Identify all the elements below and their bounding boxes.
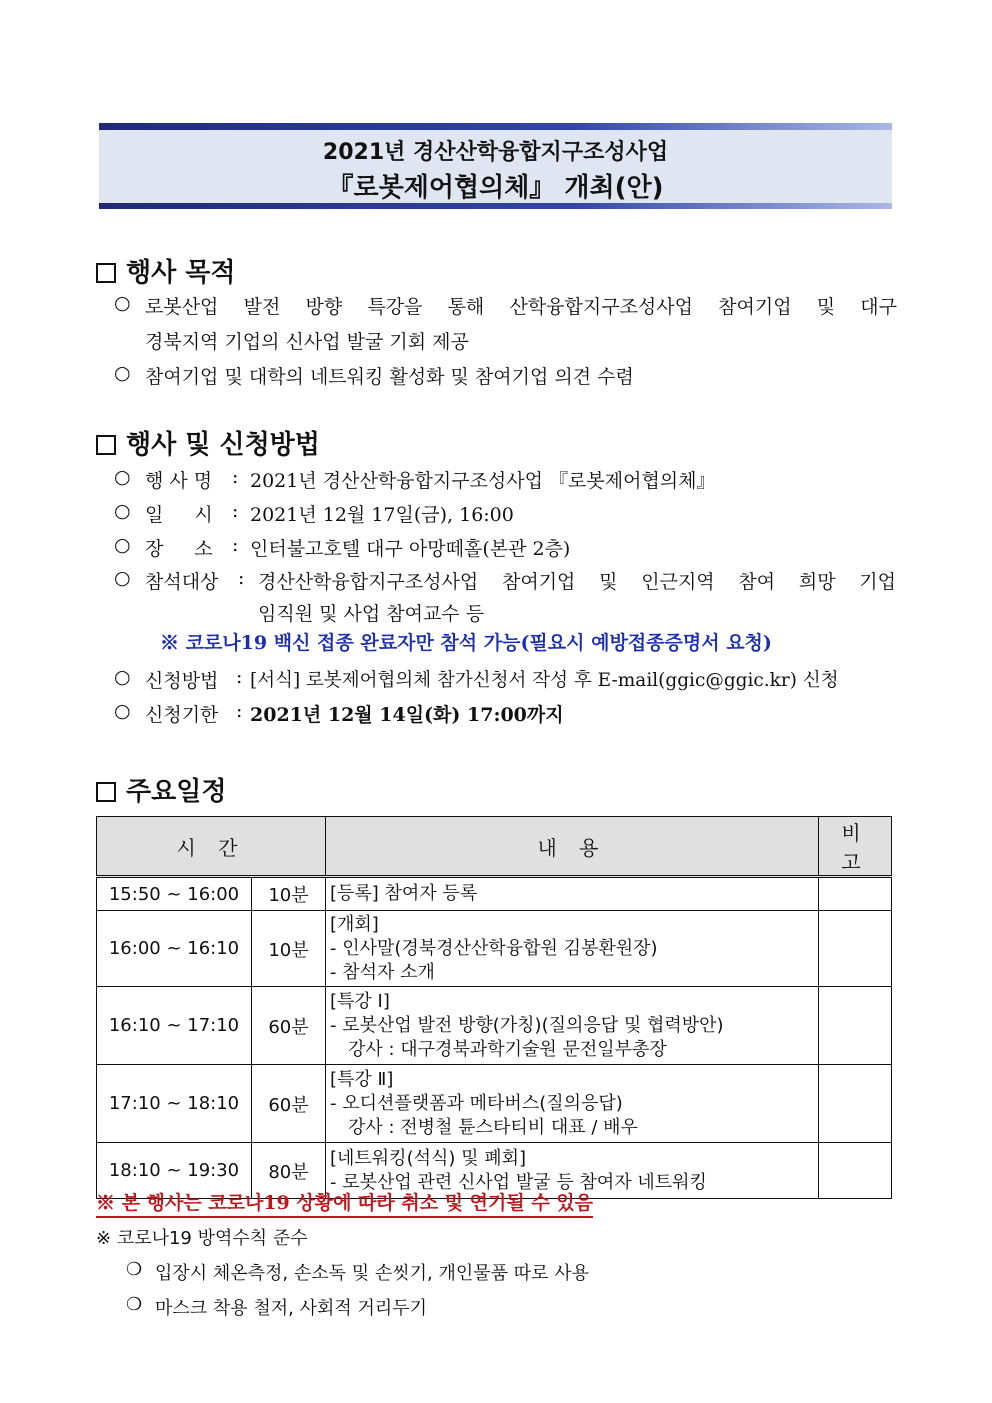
bullet-icon: ❍: [126, 1259, 143, 1280]
bullet-icon: ○: [114, 700, 131, 722]
checkbox-square-icon: [96, 435, 116, 455]
table-row: [97, 877, 892, 911]
deadline-label: 신청기한: [145, 704, 219, 726]
purpose-item-1-cont: 경북지역 기업의 신사업 발굴 기회 제공: [145, 331, 469, 353]
bullet-icon: ○: [114, 466, 131, 488]
deadline-value: 2021년 12월 14일(화) 17:00까지: [250, 704, 564, 726]
bullet-icon: ○: [114, 567, 131, 589]
row-time: 15:50 ~ 16:00: [97, 877, 252, 911]
row-content: [특강 Ⅱ] - 오디션플랫폼과 메타버스(질의응답) 강사 : 전병철 튠스타티비 대표 / 배우: [326, 1065, 819, 1143]
row-content: [특강 Ⅰ] - 로봇산업 발전 방향(가칭)(질의응답 및 협력방안) 강사 : 대구경북과학기술원 문전일부총장: [326, 987, 819, 1065]
apply-label: 신청방법: [145, 670, 219, 692]
target-value-cont: 임직원 및 사업 참여교수 등: [258, 603, 485, 625]
schedule-table: [96, 816, 892, 1199]
target-value: 경산산학융합지구조성사업 참여기업 및 인근지역 참여 희망 기업: [258, 571, 896, 593]
colon: :: [232, 466, 239, 488]
section-heading-purpose: 행사 목적: [96, 252, 236, 289]
purpose-item-2: 참여기업 및 대학의 네트워킹 활성화 및 참여기업 의견 수렴: [145, 366, 634, 388]
bullet-icon: ○: [114, 534, 131, 556]
checkbox-square-icon: [96, 263, 116, 283]
row-note: [819, 877, 892, 911]
row-time: 18:10 ~ 19:30: [97, 1143, 252, 1199]
colon: :: [232, 500, 239, 522]
bullet-icon: ○: [114, 292, 131, 314]
place-label: 장 소: [145, 538, 213, 560]
name-label: 행 사 명: [145, 470, 213, 492]
vaccine-notice: ※ 코로나19 백신 접종 완료자만 참석 가능(필요시 예방접종증명서 요청): [160, 632, 772, 654]
title-box: [99, 123, 892, 209]
row-content: [네트워킹(석식) 및 폐회] - 로봇산업 관련 신사업 발굴 등 참여자 네트워킹: [326, 1143, 819, 1199]
bullet-icon: ○: [114, 362, 131, 384]
place-value: 인터불고호텔 대구 아망떼홀(본관 2층): [250, 538, 571, 560]
section-heading-schedule: 주요일정: [96, 771, 226, 808]
covid-rule-1: 입장시 체온측정, 손소독 및 손씻기, 개인물품 따로 사용: [155, 1263, 590, 1284]
bullet-icon: ○: [114, 500, 131, 522]
colon: :: [232, 534, 239, 556]
date-label: 일 시: [145, 504, 213, 526]
row-time: 17:10 ~ 18:10: [97, 1065, 252, 1143]
table-row: [97, 1065, 892, 1143]
date-value: 2021년 12월 17일(금), 16:00: [250, 504, 514, 526]
table-header-row: [97, 817, 892, 877]
table-row: [97, 987, 892, 1065]
title-bar-bottom: [99, 203, 892, 209]
cancellation-notice: ※ 본 행사는 코로나19 상황에 따라 취소 및 연기될 수 있음: [96, 1188, 593, 1218]
covid-rules-title: ※ 코로나19 방역수칙 준수: [96, 1228, 308, 1249]
target-label: 참석대상: [145, 571, 219, 593]
row-duration: 60분: [252, 1065, 326, 1143]
header-note: 비 고: [819, 817, 892, 877]
row-duration: 10분: [252, 911, 326, 987]
bullet-icon: ❍: [126, 1294, 143, 1315]
colon: :: [236, 700, 243, 722]
row-time: 16:00 ~ 16:10: [97, 911, 252, 987]
title-line2: 『로봇제어협의체』 개최(안): [327, 173, 664, 203]
row-time: 16:10 ~ 17:10: [97, 987, 252, 1065]
row-duration: 80분: [252, 1143, 326, 1199]
checkbox-square-icon: [96, 782, 116, 802]
row-note: [819, 911, 892, 987]
row-duration: 60분: [252, 987, 326, 1065]
title-bar-top: [99, 123, 892, 130]
covid-rule-2: 마스크 착용 철저, 사회적 거리두기: [155, 1298, 428, 1319]
bullet-icon: ○: [114, 666, 131, 688]
header-time: 시 간: [97, 817, 326, 877]
colon: :: [236, 666, 243, 688]
purpose-item-1: 로봇산업 발전 방향 특강을 통해 산학융합지구조성사업 참여기업 및 대구: [145, 296, 897, 318]
header-content: 내 용: [326, 817, 819, 877]
name-value: 2021년 경산산학융합지구조성사업 『로봇제어협의체』: [250, 470, 716, 492]
row-note: [819, 1065, 892, 1143]
table-row: [97, 911, 892, 987]
row-content: [등록] 참여자 등록: [326, 877, 819, 911]
row-note: [819, 1143, 892, 1199]
section-heading-method: 행사 및 신청방법: [96, 424, 320, 461]
row-content: [개회] - 인사말(경북경산산학융합원 김봉환원장) - 참석자 소개: [326, 911, 819, 987]
title-line1: 2021년 경산산학융합지구조성사업: [322, 140, 669, 165]
apply-value: [서식] 로봇제어협의체 참가신청서 작성 후 E-mail(ggic@ggic.kr) 신청: [250, 670, 839, 691]
colon: :: [238, 567, 245, 589]
row-note: [819, 987, 892, 1065]
row-duration: 10분: [252, 877, 326, 911]
